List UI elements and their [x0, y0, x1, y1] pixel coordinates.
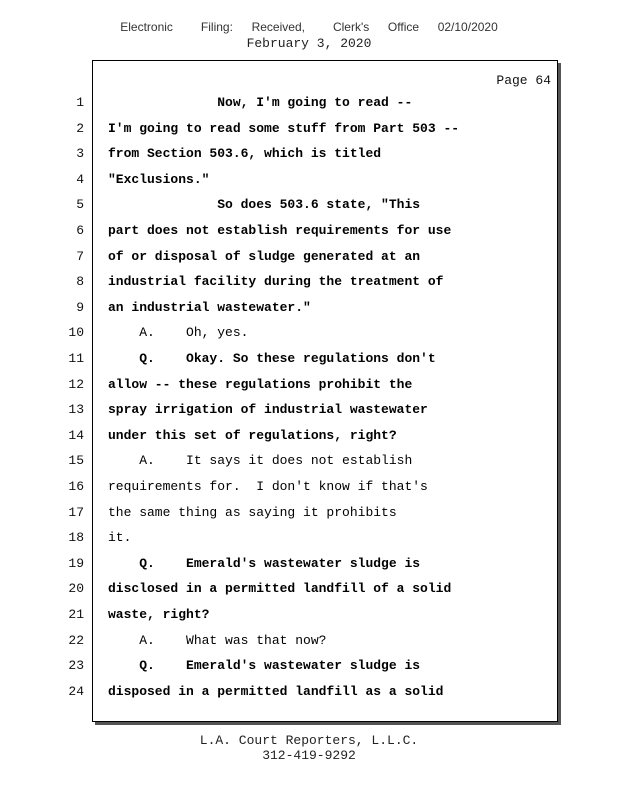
line-number: 19: [68, 555, 84, 571]
line-number: 21: [68, 607, 84, 622]
transcript-line: [0, 146, 618, 171]
line-text: A. What was that now?: [108, 632, 327, 648]
transcript-date: February 3, 2020: [246, 36, 372, 51]
line-text: of or disposal of sludge generated at an: [108, 248, 421, 264]
line-number: 23: [68, 658, 84, 674]
line-number: 2: [76, 120, 84, 136]
line-text: it.: [108, 530, 132, 546]
line-number: 17: [68, 504, 84, 520]
transcript-line: [0, 658, 618, 683]
transcript-line: [0, 351, 618, 376]
line-text: an industrial wastewater.": [108, 299, 311, 315]
line-text: disposed in a permitted landfill as a solid: [108, 683, 444, 699]
transcript-line: [0, 581, 618, 606]
line-number: 6: [76, 223, 84, 238]
transcript-line: [0, 428, 618, 453]
transcript-line: [0, 121, 618, 146]
transcript-line: [0, 505, 618, 530]
line-text: waste, right?: [108, 607, 210, 622]
line-number: 22: [68, 632, 84, 648]
line-text: Q. Emerald's wastewater sludge is: [108, 658, 421, 674]
line-number: 15: [68, 453, 84, 469]
page-number: Page 64: [496, 73, 551, 88]
line-number: 11: [68, 351, 84, 366]
line-number: 24: [68, 683, 84, 699]
line-number: 16: [68, 479, 84, 494]
line-number: 7: [76, 248, 84, 264]
line-number: 20: [68, 581, 84, 597]
transcript-line: [0, 530, 618, 555]
line-text: spray irrigation of industrial wastewater: [108, 402, 428, 418]
footer-phone: 312-419-9292: [262, 748, 356, 763]
transcript-line: [0, 607, 618, 632]
transcript-line: [0, 377, 618, 402]
line-text: I'm going to read some stuff from Part 503 --: [108, 120, 460, 136]
filing-stamp: Electronic Filing: Received, Clerk's Office 02/10/2020: [120, 20, 498, 34]
transcript-line: [0, 197, 618, 222]
line-number: 1: [76, 95, 84, 110]
line-text: Q. Emerald's wastewater sludge is: [108, 555, 421, 571]
line-number: 14: [68, 427, 84, 443]
line-number: 18: [68, 530, 84, 546]
line-text: part does not establish requirements for use: [108, 223, 452, 238]
transcript-line: [0, 223, 618, 248]
line-text: Q. Okay. So these regulations don't: [108, 351, 436, 366]
line-text: A. It says it does not establish: [108, 453, 413, 469]
line-text: from Section 503.6, which is titled: [108, 146, 382, 162]
transcript-line: [0, 172, 618, 197]
line-text: requirements for. I don't know if that's: [108, 479, 428, 494]
line-number: 5: [76, 197, 84, 213]
transcript-line: [0, 274, 618, 299]
line-number: 13: [68, 402, 84, 418]
line-text: Now, I'm going to read --: [108, 95, 413, 110]
line-text: the same thing as saying it prohibits: [108, 504, 397, 520]
transcript-line: [0, 453, 618, 478]
line-number: 4: [76, 171, 84, 187]
transcript-line: [0, 633, 618, 658]
line-number: 3: [76, 146, 84, 162]
footer-company: L.A. Court Reporters, L.L.C.: [199, 733, 419, 748]
line-text: under this set of regulations, right?: [108, 427, 397, 443]
transcript-line: [0, 479, 618, 504]
line-text: So does 503.6 state, "This: [108, 197, 421, 213]
line-text: A. Oh, yes.: [108, 325, 249, 341]
transcript-line: [0, 300, 618, 325]
line-number: 10: [68, 325, 84, 341]
transcript-line: [0, 325, 618, 350]
line-text: allow -- these regulations prohibit the: [108, 376, 413, 392]
transcript-line: [0, 249, 618, 274]
transcript-line: [0, 556, 618, 581]
transcript-line: [0, 684, 618, 709]
transcript-line: [0, 95, 618, 120]
line-text: industrial facility during the treatment of: [108, 274, 444, 290]
line-number: 12: [68, 376, 84, 392]
line-text: disclosed in a permitted landfill of a solid: [108, 581, 452, 597]
transcript-line: [0, 402, 618, 427]
line-number: 8: [76, 274, 84, 290]
line-text: "Exclusions.": [108, 171, 210, 187]
line-number: 9: [76, 299, 84, 315]
